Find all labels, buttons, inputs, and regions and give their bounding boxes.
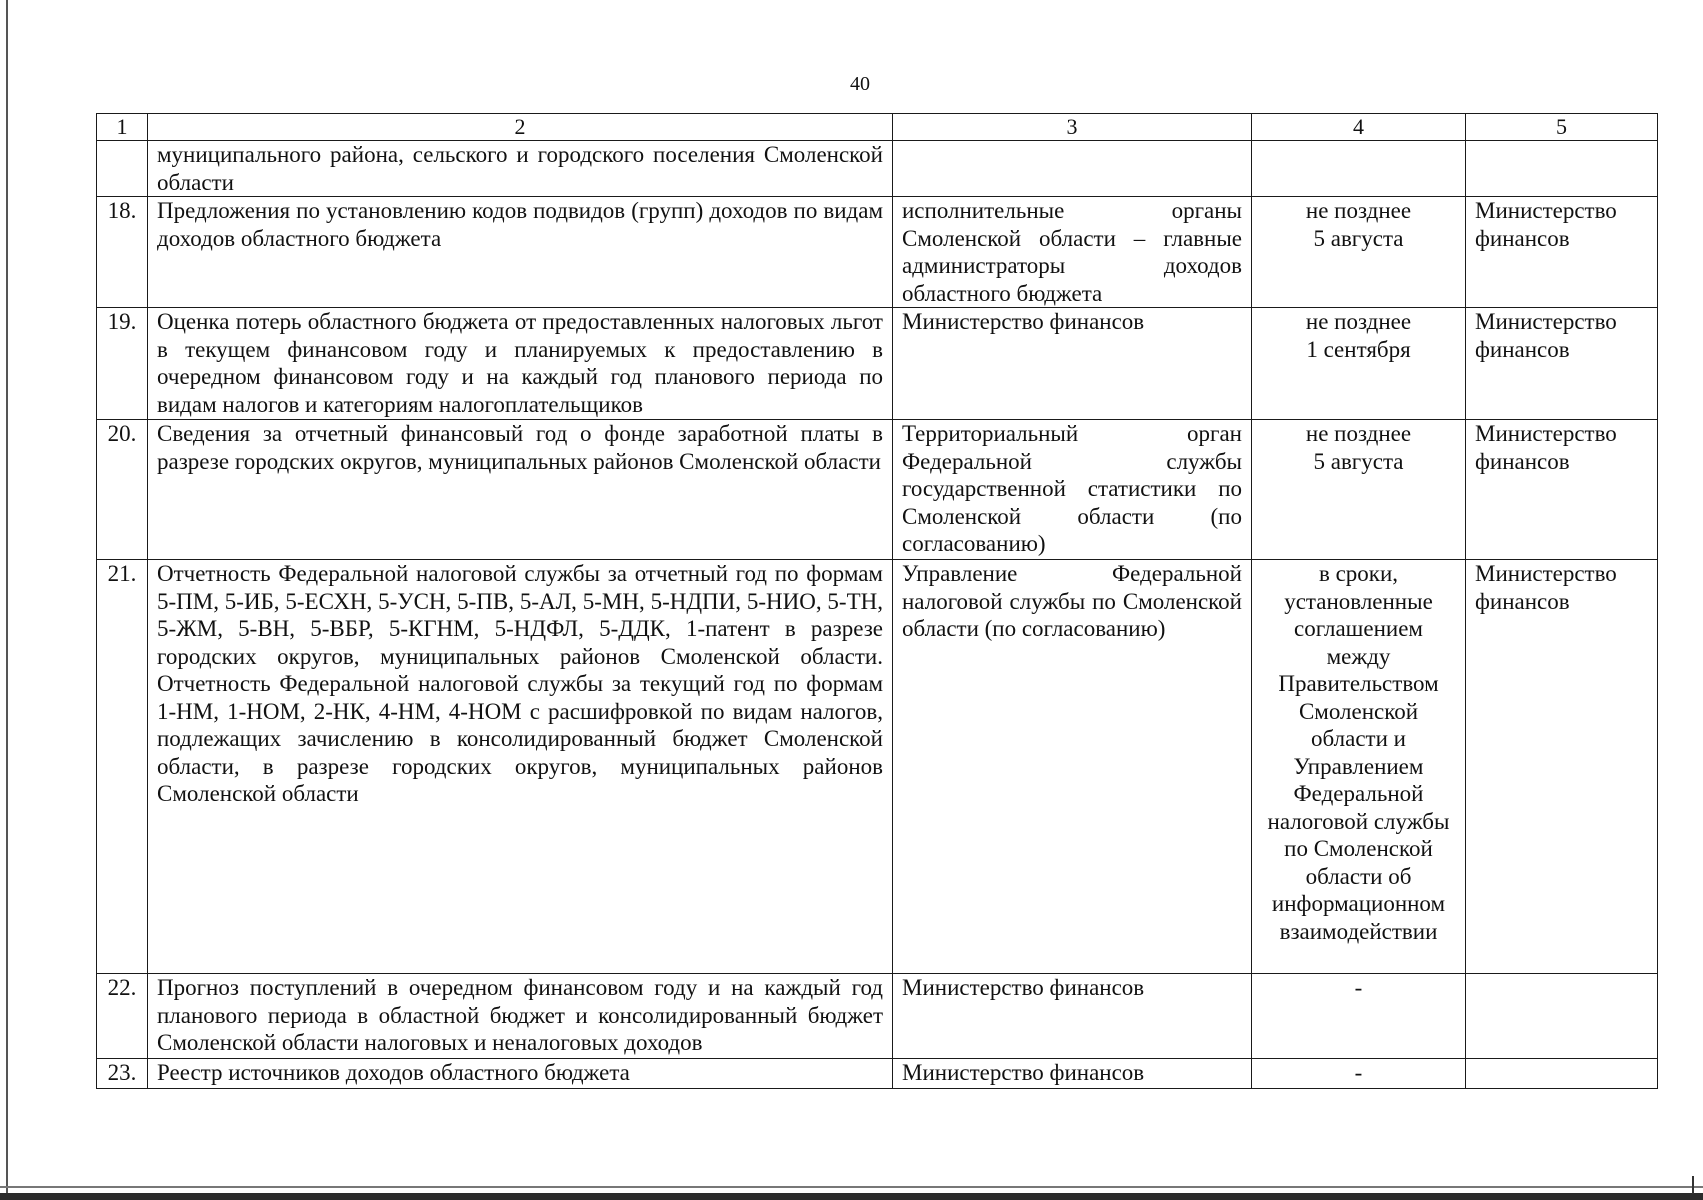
row-number: 19.: [97, 308, 148, 420]
row-number: 21.: [97, 560, 148, 974]
table-row: [97, 1059, 1658, 1089]
row-deadline: -: [1252, 1059, 1466, 1089]
row-recipient: [1466, 141, 1658, 197]
column-header: 4: [1252, 114, 1466, 141]
column-header: 5: [1466, 114, 1658, 141]
row-responsible: Территориальный орган Федеральной службы государственной статистики по Смоленской области (по согласованию): [893, 420, 1252, 560]
table-row: [97, 560, 1658, 974]
row-recipient: [1466, 1059, 1658, 1089]
row-deadline: не позднее 5 августа: [1252, 197, 1466, 308]
row-deadline: -: [1252, 974, 1466, 1059]
row-recipient: Министерство финансов: [1466, 308, 1658, 420]
scan-left-edge: [6, 0, 8, 1200]
row-responsible: исполнительные органы Смоленской области – главные администраторы доходов областного бюджета: [893, 197, 1252, 308]
column-header: 2: [148, 114, 893, 141]
column-header: 1: [97, 114, 148, 141]
row-number: 20.: [97, 420, 148, 560]
row-recipient: Министерство финансов: [1466, 197, 1658, 308]
row-deadline: не позднее 5 августа: [1252, 420, 1466, 560]
row-recipient: Министерство финансов: [1466, 560, 1658, 974]
table-row: [97, 974, 1658, 1059]
table-header-row: [97, 114, 1658, 141]
scan-bottom-line: [0, 1186, 1703, 1188]
row-description: Сведения за отчетный финансовый год о фонде заработной платы в разрезе городских округов, муниципальных районов Смоленской области: [148, 420, 893, 560]
row-description: муниципального района, сельского и городского поселения Смоленской области: [148, 141, 893, 197]
row-description: Предложения по установлению кодов подвидов (групп) доходов по видам доходов областного бюджета: [148, 197, 893, 308]
row-deadline: не позднее 1 сентября: [1252, 308, 1466, 420]
row-recipient: Министерство финансов: [1466, 420, 1658, 560]
table-row: [97, 197, 1658, 308]
table-row: [97, 420, 1658, 560]
row-responsible: Министерство финансов: [893, 1059, 1252, 1089]
table-row: [97, 308, 1658, 420]
row-description: Оценка потерь областного бюджета от предоставленных налоговых льгот в текущем финансовом году и планируемых к предоставлению в очередном финансовом году и на каждый год планового периода по видам налогов и категориям налогоплательщиков: [148, 308, 893, 420]
scan-corner-mark: [1692, 1176, 1694, 1194]
row-responsible: Министерство финансов: [893, 974, 1252, 1059]
row-number: [97, 141, 148, 197]
row-deadline: [1252, 141, 1466, 197]
scan-bottom-edge: [0, 1193, 1703, 1200]
row-number: 22.: [97, 974, 148, 1059]
row-description: Прогноз поступлений в очередном финансовом году и на каждый год планового периода в областной бюджет и консолидированный бюджет Смоленской области налоговых и неналоговых доходов: [148, 974, 893, 1059]
row-recipient: [1466, 974, 1658, 1059]
row-responsible: Министерство финансов: [893, 308, 1252, 420]
page-number: 40: [850, 73, 870, 95]
column-header: 3: [893, 114, 1252, 141]
row-responsible: Управление Федеральной налоговой службы по Смоленской области (по согласованию): [893, 560, 1252, 974]
row-responsible: [893, 141, 1252, 197]
row-description: Отчетность Федеральной налоговой службы за отчетный год по формам 5-ПМ, 5-ИБ, 5-ЕСХН, 5-УСН, 5-ПВ, 5-АЛ, 5-МН, 5-НДПИ, 5-НИО, 5-ТН, 5-ЖМ, 5-ВН, 5-ВБР, 5-КГНМ, 5-НДФЛ, 5-ДДК, 1-патент в разрезе городских округов, муниципальных районов Смоленской области. Отчетность Федеральной налоговой службы за текущий год по формам 1-НМ, 1-НОМ, 2-НК, 4-НМ, 4-НОМ с расшифровкой по видам налогов, подлежащих зачислению в консолидированный бюджет Смоленской области, в разрезе городских округов, муниципальных районов Смоленской области: [148, 560, 893, 974]
document-table: [96, 113, 1658, 1089]
row-number: 23.: [97, 1059, 148, 1089]
row-deadline: в сроки, установленные соглашением между Правительством Смоленской области и Управлением Федеральной налоговой службы по Смоленской области об информационном взаимодействии: [1252, 560, 1466, 974]
row-description: Реестр источников доходов областного бюджета: [148, 1059, 893, 1089]
table-row: [97, 141, 1658, 197]
row-number: 18.: [97, 197, 148, 308]
